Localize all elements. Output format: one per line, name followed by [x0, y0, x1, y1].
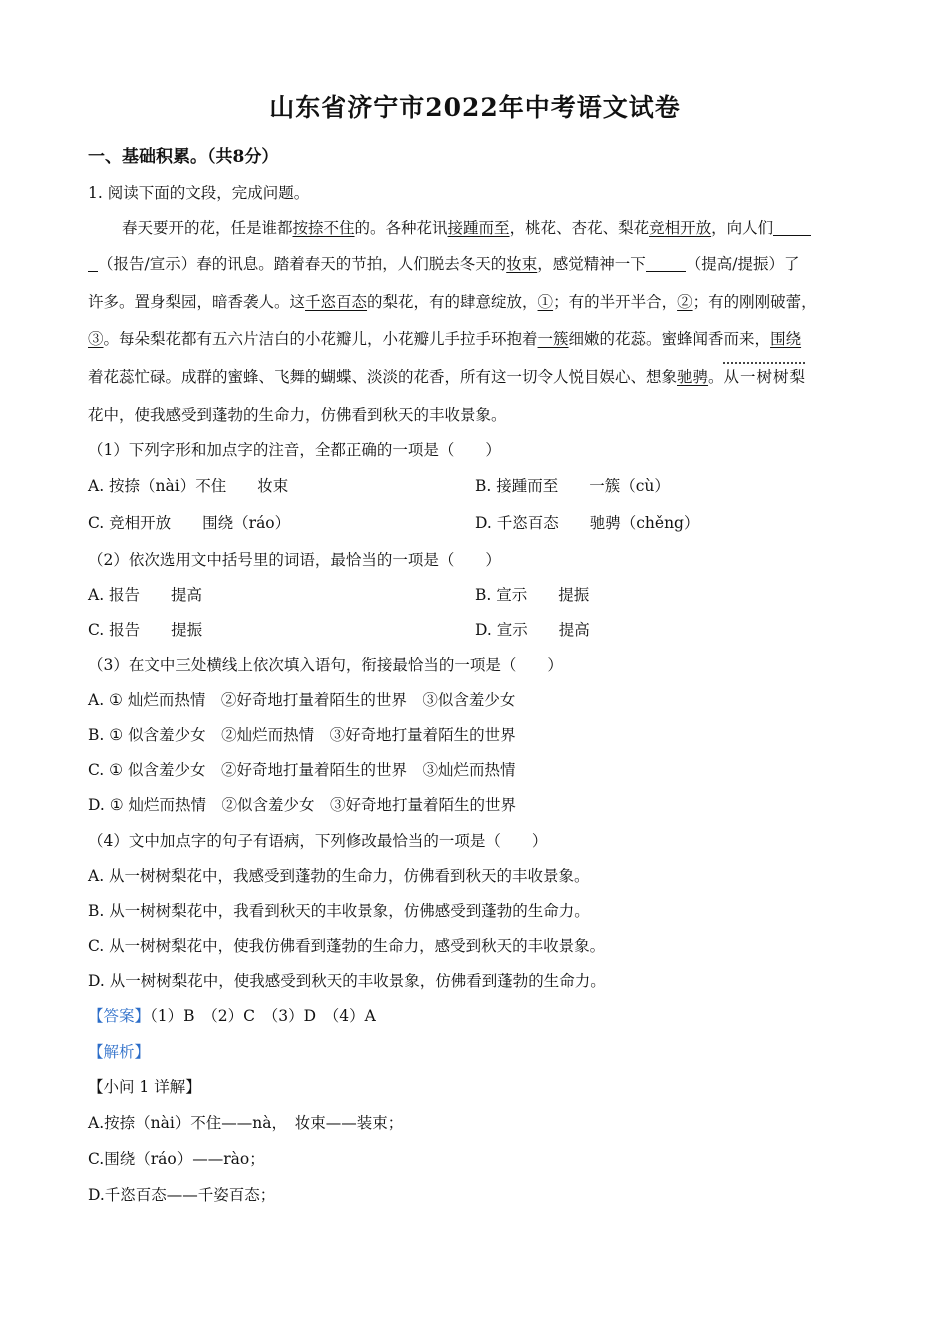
- dotted-sentence: 花中，使我感受到蓬勃的生命力，仿佛看到秋天的丰收景象。: [88, 406, 507, 424]
- section-heading: 一、基础积累。（共8分）: [88, 147, 279, 167]
- passage-line-3: [88, 292, 817, 312]
- option-c[interactable]: C. ① 似含羞少女 ②好奇地打量着陌生的世界 ③灿烂而热情: [88, 761, 516, 779]
- passage-line-6: [88, 405, 507, 425]
- underlined-word: 按捺不住: [292, 219, 355, 237]
- option-b[interactable]: B. 接踵而至 一簇（cù）: [475, 477, 670, 495]
- option-c[interactable]: C. 报告 提振: [88, 621, 203, 639]
- underlined-word: 接踵而至: [447, 219, 510, 237]
- passage-text: ，桃花、杏花、梨花: [509, 219, 650, 237]
- option-a[interactable]: A. 报告 提高: [88, 586, 203, 604]
- dotted-sentence: 从一树树梨: [723, 368, 807, 386]
- passage-text: （报告/宣示）春的讯息。踏着春天的节拍，人们脱去冬天的: [98, 255, 507, 273]
- underlined-word: 围绕: [770, 330, 802, 348]
- passage-text: （提高/提振）了: [685, 255, 800, 273]
- passage-text: 。: [708, 368, 724, 386]
- passage-text: 春天要开的花，任是谁都: [122, 219, 293, 237]
- option-c[interactable]: C. 从一树树梨花中，使我仿佛看到蓬勃的生命力，感受到秋天的丰收景象。: [88, 937, 606, 955]
- passage-text: 的梨花，有的肆意绽放，: [367, 293, 538, 311]
- option-d[interactable]: D. ① 灿烂而热情 ②似含羞少女 ③好奇地打量着陌生的世界: [88, 796, 517, 814]
- passage-text: 。每朵梨花都有五六片洁白的小花瓣儿，小花瓣儿手拉手环抱着: [103, 330, 538, 348]
- subquestion-3-stem: （3）在文中三处横线上依次填入语句，衔接最恰当的一项是（ ）: [88, 656, 563, 674]
- question-intro: 1. 阅读下面的文段，完成问题。: [88, 184, 310, 202]
- passage-text: ，向人们: [711, 219, 774, 237]
- underlined-word: 竞相开放: [649, 219, 712, 237]
- detail-d: D.千恣百态——千姿百态；: [88, 1186, 276, 1204]
- passage-text: 的。各种花讯: [354, 219, 448, 237]
- option-a[interactable]: A. 按捺（nài）不住 妆束: [88, 477, 289, 495]
- analysis-tag: 【解析】: [88, 1043, 151, 1061]
- underlined-word: 驰骋: [677, 368, 709, 386]
- answer-blank[interactable]: [773, 219, 811, 236]
- answer-line: [88, 1006, 376, 1026]
- option-a[interactable]: A. ① 灿烂而热情 ②好奇地打量着陌生的世界 ③似含羞少女: [88, 691, 516, 709]
- option-a[interactable]: A. 从一树树梨花中，我感受到蓬勃的生命力，仿佛看到秋天的丰收景象。: [88, 867, 590, 885]
- answer-tag: 【答案】: [88, 1007, 151, 1025]
- passage-line-2: [88, 254, 800, 274]
- detail-c: C.围绕（ráo）——rào；: [88, 1150, 265, 1168]
- page-title: 山东省济宁市2022年中考语文试卷: [269, 93, 681, 122]
- blank-marker: ①: [537, 293, 554, 311]
- option-c[interactable]: C. 竞相开放 围绕（ráo）: [88, 514, 291, 532]
- subquestion-4-stem: （4）文中加点字的句子有语病，下列修改最恰当的一项是（ ）: [88, 832, 548, 850]
- answer-text: （1）B （2）C （3）D （4）A: [150, 1007, 376, 1025]
- passage-line-4: [88, 329, 801, 349]
- passage-text: 着花蕊忙碌。成群的蜜蜂、飞舞的蝴蝶、淡淡的花香，所有这一切令人悦目娱心、想象: [88, 368, 678, 386]
- option-d[interactable]: D. 宣示 提高: [475, 621, 590, 639]
- answer-blank[interactable]: [88, 255, 98, 272]
- passage-line-5: [88, 367, 806, 387]
- option-b[interactable]: B. ① 似含羞少女 ②灿烂而热情 ③好奇地打量着陌生的世界: [88, 726, 516, 744]
- passage-text: ；有的半开半合，: [553, 293, 678, 311]
- passage-line-1: [122, 218, 811, 238]
- option-b[interactable]: B. 宣示 提振: [475, 586, 590, 604]
- detail-a: A.按捺（nài）不住——nà， 妆束——装束；: [88, 1114, 404, 1132]
- subquestion-2-stem: （2）依次选用文中括号里的词语，最恰当的一项是（ ）: [88, 551, 501, 569]
- option-d[interactable]: D. 千恣百态 驰骋（chěng）: [475, 514, 700, 532]
- blank-marker: ③: [88, 330, 104, 348]
- passage-text: 细嫩的花蕊。蜜蜂闻香而来，: [568, 330, 771, 348]
- passage-text: 许多。置身梨园，暗香袭人。这: [88, 293, 306, 311]
- passage-text: ，感觉精神一下: [537, 255, 646, 273]
- answer-blank[interactable]: [646, 255, 686, 272]
- passage-text: ；有的刚刚破蕾，: [692, 293, 817, 311]
- option-d[interactable]: D. 从一树树梨花中，使我感受到秋天的丰收景象，仿佛看到蓬勃的生命力。: [88, 972, 606, 990]
- subquestion-1-stem: （1）下列字形和加点字的注音，全都正确的一项是（ ）: [88, 441, 501, 459]
- blank-marker: ②: [677, 293, 693, 311]
- option-b[interactable]: B. 从一树树梨花中，我看到秋天的丰收景象，仿佛感受到蓬勃的生命力。: [88, 902, 590, 920]
- underlined-word: 一簇: [537, 330, 569, 348]
- subquestion-1-detail-title: 【小问 1 详解】: [88, 1078, 201, 1096]
- underlined-word: 千恣百态: [305, 293, 368, 311]
- underlined-word: 妆束: [506, 255, 538, 273]
